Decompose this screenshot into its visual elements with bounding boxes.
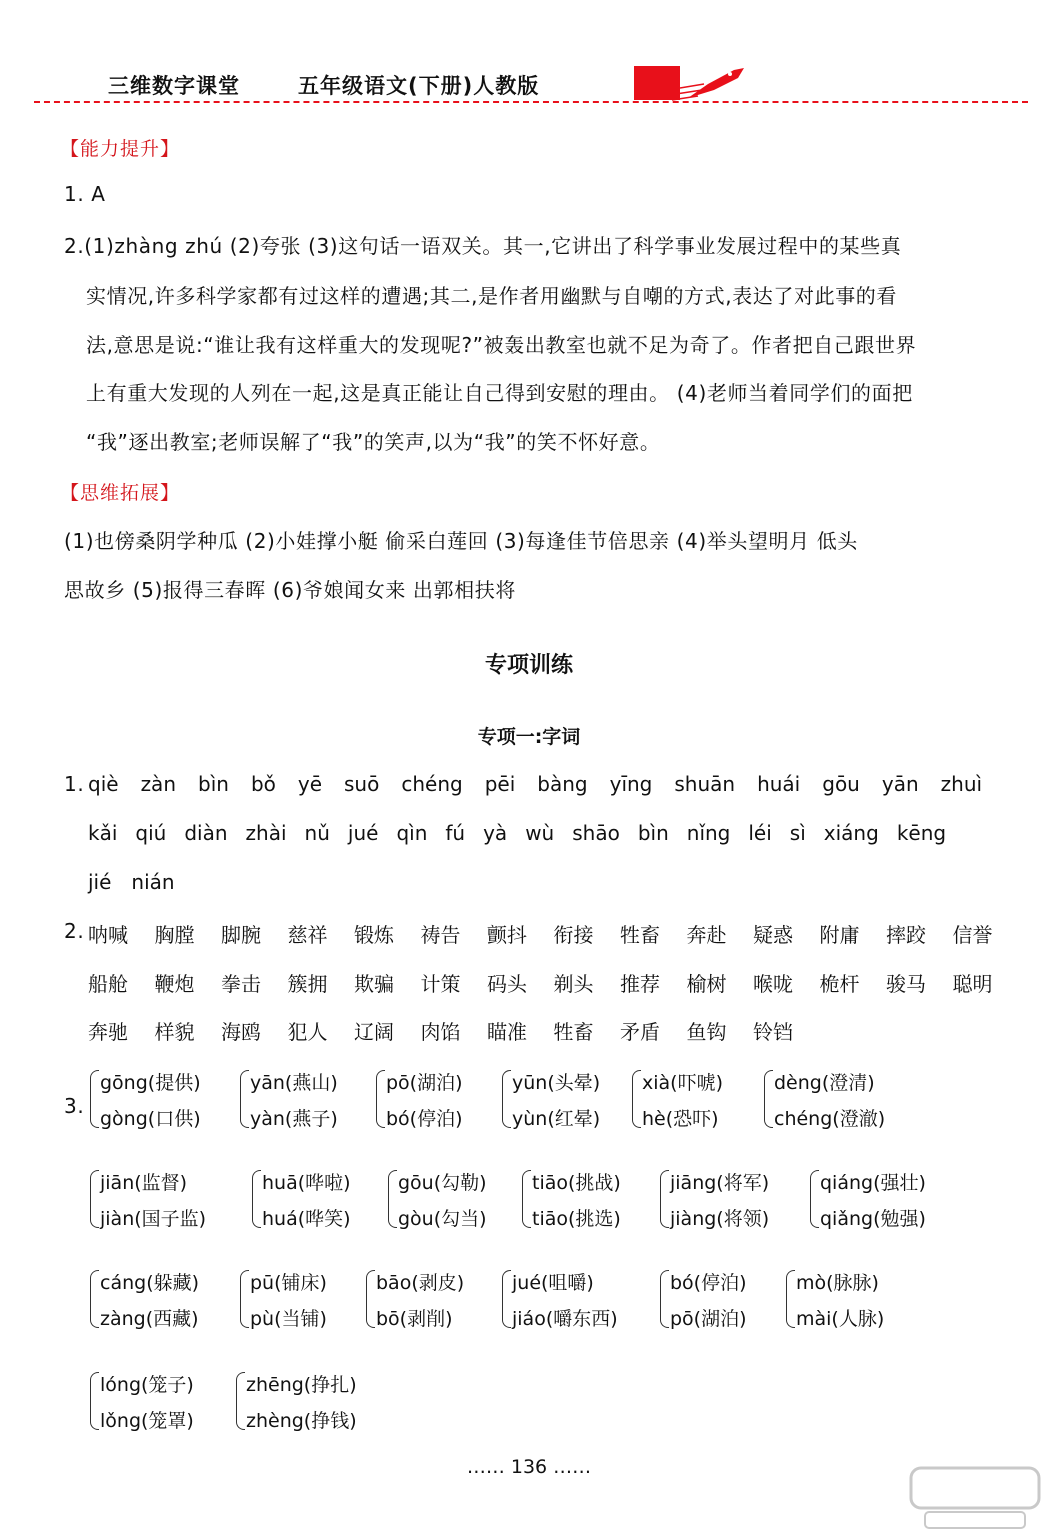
brace-icon [632, 1070, 641, 1128]
brace-icon [90, 1070, 99, 1128]
section-ability: 【能力提升】 [60, 138, 181, 160]
brace-icon [366, 1270, 375, 1328]
pinyin-item: bǒ [250, 772, 276, 796]
ability-q2-line: 2.(1)zhàng zhú (2)夸张 (3)这句话一语双关。其一,它讲出了科学事业发展过程中的某些真 [64, 234, 902, 258]
pinyin-item: léi [748, 821, 772, 845]
pinyin-item: gōu [822, 772, 860, 796]
pinyin-row [88, 821, 964, 845]
special-subtitle: 专项一:字词 [477, 726, 581, 748]
word-item: 锻炼 [354, 923, 394, 947]
pinyin-item: yē [297, 772, 323, 796]
page-dots: …… [553, 1456, 592, 1478]
ability-q2-line: 实情况,许多科学家都有过这样的遭遇;其二,是作者用幽默与自嘲的方式,表达了对此事的看 [86, 284, 898, 308]
word-item: 码头 [487, 972, 527, 996]
ability-q1: 1. A [64, 182, 106, 206]
word-item: 奔驰 [88, 1020, 128, 1044]
brand-title: 三维数字课堂 [108, 74, 240, 98]
reading-a: jué(咀嚼) [512, 1272, 594, 1294]
section-thinking: 【思维拓展】 [60, 482, 181, 504]
pinyin-item: qiú [135, 821, 167, 845]
reading-a: lóng(笼子) [100, 1374, 194, 1396]
pinyin-item: fú [445, 821, 466, 845]
word-item: 颤抖 [487, 923, 527, 947]
word-item: 脚腕 [221, 923, 261, 947]
reading-a: yān(燕山) [250, 1072, 338, 1094]
reading-a: gōng(提供) [100, 1072, 201, 1094]
brace-icon [90, 1170, 99, 1228]
pinyin-item: huái [757, 772, 801, 796]
q1-label: 1. [64, 772, 85, 796]
reading-a: bāo(剥皮) [376, 1272, 465, 1294]
pinyin-item: qiè [88, 772, 119, 796]
reading-b: tiāo(挑选) [532, 1208, 621, 1230]
brace-icon [240, 1270, 249, 1328]
pinyin-item: pēi [484, 772, 516, 796]
reading-a: mò(脉脉) [796, 1272, 879, 1294]
pinyin-item: xiáng [823, 821, 879, 845]
reading-a: gōu(勾勒) [398, 1172, 487, 1194]
brace-icon [90, 1372, 99, 1430]
pinyin-item: zhài [245, 821, 287, 845]
pinyin-item: yīng [609, 772, 653, 796]
brace-icon [810, 1170, 819, 1228]
reading-b: jiàng(将领) [670, 1208, 770, 1230]
reading-b: zàng(西藏) [100, 1308, 199, 1330]
page-header [0, 0, 1058, 110]
reading-b: gòu(勾当) [398, 1208, 487, 1230]
reading-a: huā(哗啦) [262, 1172, 351, 1194]
pinyin-item: zàn [140, 772, 176, 796]
reading-b: bō(剥削) [376, 1308, 453, 1330]
ability-q2-line: 上有重大发现的人列在一起,这是真正能让自己得到安慰的理由。 (4)老师当着同学们的面把 [86, 381, 913, 405]
word-item: 呐喊 [88, 923, 128, 947]
reading-b: pù(当铺) [250, 1308, 327, 1330]
brace-icon [502, 1070, 511, 1128]
brace-icon [240, 1070, 249, 1128]
ability-q2-line: “我”逐出教室;老师误解了“我”的笑声,以为“我”的笑不怀好意。 [86, 430, 661, 454]
reading-b: jiàn(国子监) [100, 1208, 207, 1230]
pinyin-item: zhuì [940, 772, 983, 796]
reading-a: xià(吓唬) [642, 1072, 723, 1094]
word-item: 样貌 [154, 1020, 195, 1044]
reading-b: jiáo(嚼东西) [512, 1308, 618, 1330]
word-item: 海鸥 [221, 1020, 261, 1044]
word-item: 聪明 [952, 972, 993, 996]
header-divider [34, 101, 1028, 103]
reading-a: pō(湖泊) [386, 1072, 463, 1094]
word-item: 慈祥 [287, 923, 328, 947]
word-item: 拳击 [221, 972, 261, 996]
reading-b: chéng(澄澈) [774, 1108, 886, 1130]
pinyin-item: jué [347, 821, 379, 845]
word-item: 肉馅 [420, 1020, 461, 1044]
reading-b: lǒng(笼罩) [100, 1410, 194, 1432]
reading-a: zhēng(挣扎) [246, 1374, 357, 1396]
pinyin-item: chéng [401, 772, 463, 796]
pinyin-item: shuān [674, 772, 736, 796]
reading-a: pū(铺床) [250, 1272, 327, 1294]
word-item: 推荐 [620, 972, 660, 996]
page-dots: …… [466, 1456, 505, 1478]
brace-icon [764, 1070, 773, 1128]
pinyin-item: yān [881, 772, 919, 796]
word-item: 疑惑 [753, 923, 793, 947]
pinyin-item: nián [131, 870, 175, 894]
word-item: 桅杆 [819, 972, 860, 996]
q3-label: 3. [64, 1094, 85, 1118]
brace-icon [786, 1270, 795, 1328]
word-item: 辽阔 [354, 1020, 394, 1044]
brace-icon [660, 1270, 669, 1328]
reading-b: pō(湖泊) [670, 1308, 747, 1330]
reading-a: cáng(躲藏) [100, 1272, 200, 1294]
reading-b: qiǎng(勉强) [820, 1208, 926, 1230]
brace-icon [502, 1270, 511, 1328]
word-item: 牲畜 [553, 1020, 594, 1044]
word-item: 铃铛 [753, 1020, 793, 1044]
word-item: 骏马 [886, 972, 926, 996]
brace-icon [252, 1170, 261, 1228]
ability-q2-line: 法,意思是说:“谁让我有这样重大的发现呢?”被轰出教室也就不足为奇了。作者把自己跟世界 [86, 333, 917, 357]
special-title: 专项训练 [484, 653, 573, 678]
pinyin-item: bìn [198, 772, 229, 796]
pinyin-item: diàn [184, 821, 228, 845]
reading-a: qiáng(强壮) [820, 1172, 926, 1194]
reading-a: yūn(头晕) [512, 1072, 601, 1094]
reading-b: hè(恐吓) [642, 1108, 719, 1130]
reading-a: jiān(监督) [100, 1172, 188, 1194]
pinyin-row [88, 870, 195, 894]
page-number-text: 136 [510, 1456, 548, 1478]
reading-b: huá(哗笑) [262, 1208, 351, 1230]
reading-b: zhèng(挣钱) [246, 1410, 357, 1432]
thinking-line: (1)也傍桑阴学种瓜 (2)小娃撑小艇 偷采白莲回 (3)每逢佳节倍思亲 (4)举头望明月 低头 [64, 529, 858, 553]
brace-icon [90, 1270, 99, 1328]
pinyin-item: kǎi [88, 821, 118, 845]
brace-icon [388, 1170, 397, 1228]
reading-b: yùn(红晕) [512, 1108, 601, 1130]
book-title: 五年级语文(下册)人教版 [298, 74, 540, 98]
word-item: 摔跤 [886, 923, 926, 947]
word-item: 瞄准 [487, 1020, 527, 1044]
pinyin-item: kēng [896, 821, 947, 845]
pinyin-item: sì [789, 821, 806, 845]
word-item: 牲畜 [620, 923, 660, 947]
reading-a: bó(停泊) [670, 1272, 747, 1294]
word-item: 鱼钩 [686, 1020, 727, 1044]
word-item: 剃头 [553, 972, 594, 996]
word-item: 附庸 [819, 923, 860, 947]
reading-b: gòng(口供) [100, 1108, 201, 1130]
word-item: 船舱 [88, 972, 128, 996]
brace-icon [376, 1070, 385, 1128]
reading-a: tiāo(挑战) [532, 1172, 621, 1194]
reading-b: yàn(燕子) [250, 1108, 338, 1130]
reading-b: bó(停泊) [386, 1108, 463, 1130]
word-item: 胸膛 [154, 923, 195, 947]
pinyin-item: qìn [396, 821, 428, 845]
word-item: 衔接 [553, 923, 594, 947]
pinyin-item: bàng [537, 772, 588, 796]
word-item: 欺骗 [354, 972, 394, 996]
pinyin-item: bìn [637, 821, 669, 845]
watermark-logo [905, 1462, 1045, 1532]
word-item: 簇拥 [287, 972, 328, 996]
brace-icon [522, 1170, 531, 1228]
word-item: 奔赴 [686, 923, 727, 947]
word-item: 鞭炮 [154, 972, 195, 996]
pinyin-item: suō [344, 772, 380, 796]
brace-icon [236, 1372, 245, 1430]
word-item: 祷告 [420, 923, 461, 947]
word-item: 喉咙 [753, 972, 793, 996]
thinking-line: 思故乡 (5)报得三春晖 (6)爷娘闻女来 出郭相扶将 [64, 578, 516, 602]
word-row [88, 968, 1019, 997]
word-item: 计策 [420, 972, 461, 996]
pinyin-row [88, 772, 1004, 796]
reading-a: jiāng(将军) [670, 1172, 770, 1194]
word-item: 信誉 [952, 923, 993, 947]
rocket-icon [668, 60, 748, 104]
pinyin-item: wù [525, 821, 555, 845]
brace-icon [660, 1170, 669, 1228]
pinyin-item: nǐng [686, 821, 731, 845]
word-row [88, 919, 1019, 948]
reading-a: dèng(澄清) [774, 1072, 875, 1094]
pinyin-item: shāo [572, 821, 620, 845]
pinyin-item: yà [483, 821, 508, 845]
word-row [88, 1016, 820, 1045]
page-number [0, 1456, 1058, 1478]
reading-b: mài(人脉) [796, 1308, 885, 1330]
word-item: 矛盾 [620, 1020, 660, 1044]
word-item: 犯人 [287, 1020, 328, 1044]
q2-label: 2. [64, 919, 85, 943]
word-item: 榆树 [686, 972, 727, 996]
pinyin-item: jié [88, 870, 112, 894]
pinyin-item: nǔ [304, 821, 330, 845]
